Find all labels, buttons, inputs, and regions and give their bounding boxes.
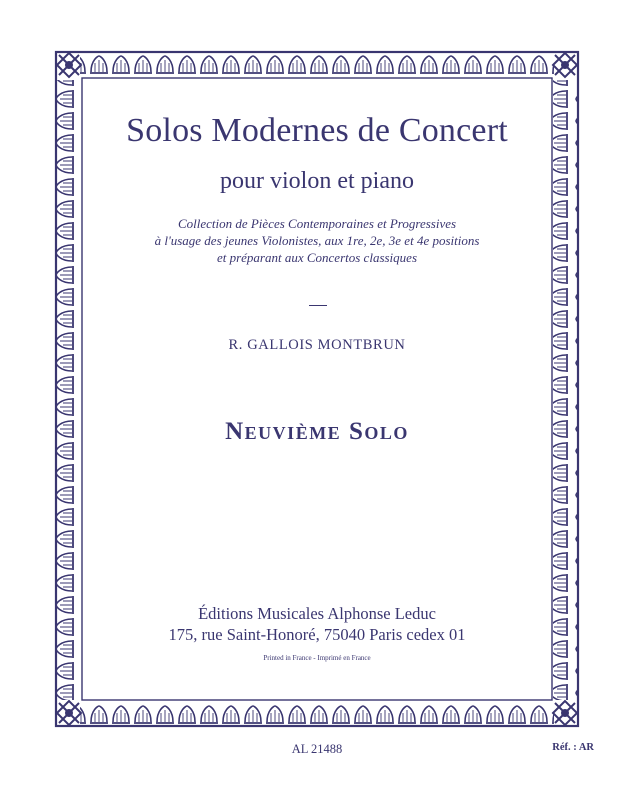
publisher-name: Éditions Musicales Alphonse Leduc — [198, 604, 436, 623]
work-title: Neuvième Solo — [225, 418, 409, 445]
composer-name: R. GALLOIS MONTBRUN — [228, 337, 406, 353]
publisher-address: 175, rue Saint-Honoré, 75040 Paris cedex 01 — [168, 625, 466, 644]
collection-title: Solos Modernes de Concert — [126, 112, 508, 149]
collection-description-line-1: Collection de Pièces Contemporaines et Progressives — [177, 216, 457, 231]
printed-in-france-note: Printed in France - Imprimé en France — [263, 654, 371, 662]
instrumentation-subtitle: pour violon et piano — [220, 168, 414, 194]
collection-description-line-2: à l'usage des jeunes Violonistes, aux 1re, 2e, 3e et 4e positions — [154, 233, 480, 248]
reference-code: Réf. : AR — [552, 742, 594, 753]
collection-description-line-3: et préparant aux Concertos classiques — [216, 250, 418, 265]
catalog-number: AL 21488 — [291, 742, 343, 756]
divider — [309, 305, 327, 306]
